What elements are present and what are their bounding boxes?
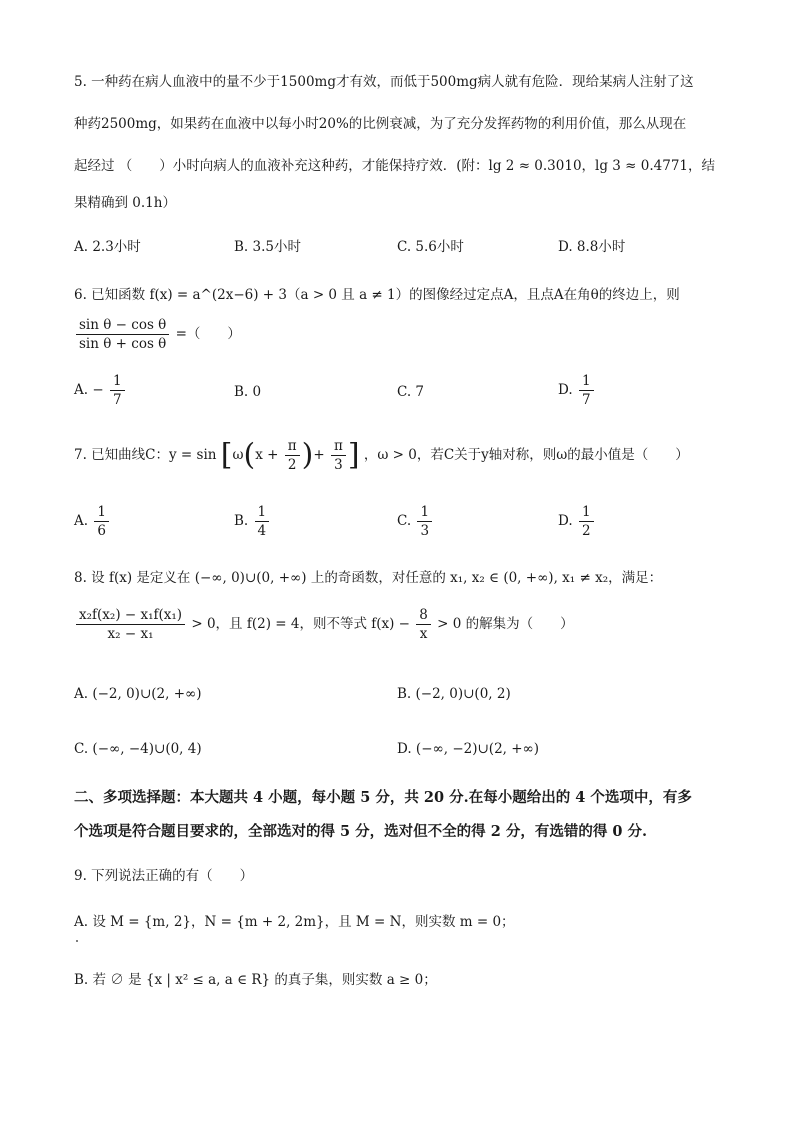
q7-omega: ω: [232, 447, 244, 463]
q7-pi-over-2: [285, 437, 300, 474]
q7-option-a-den: 6: [97, 523, 106, 539]
q5-line-2: 种药2500mg，如果药在血液中以每小时20%的比例衰减，为了充分发挥药物的利用价值，那么从现在: [74, 116, 687, 132]
q7-prefix: 7. 已知曲线C：y = sin: [74, 447, 217, 463]
q8-tail-text: > 0 的解集为（ ）: [437, 616, 574, 632]
q6-option-d-num: 1: [579, 372, 594, 391]
q6-option-a-label: A.: [74, 382, 89, 398]
q5-line-4: 果精确到 0.1h）: [74, 195, 176, 211]
q7-option-b-den: 4: [257, 523, 267, 539]
stray-dot: [76, 940, 78, 942]
q7-plus: +: [313, 447, 325, 463]
q8-condition-line: [74, 606, 574, 643]
q6-option-a-fraction: [110, 372, 125, 409]
q5-option-b: B. 3.5小时: [234, 239, 301, 255]
q8-fraction-2: [416, 606, 431, 643]
q7-option-b-num: 1: [255, 503, 270, 522]
q5-line-1: 5. 一种药在病人血液中的量不少于1500mg才有效，而低于500mg病人就有危险．现给某病人注射了这: [74, 74, 694, 90]
q7-option-c-num: 1: [417, 503, 432, 522]
q7-option-d-label: D.: [558, 513, 573, 529]
q8-fraction-2-den: x: [419, 626, 428, 642]
q8-option-d: D. (−∞, −2)∪(2, +∞): [397, 741, 540, 757]
q7-option-c-den: 3: [420, 523, 430, 539]
q6-fraction: [76, 316, 169, 353]
q8-stem: 8. 设 f(x) 是定义在 (−∞, 0)∪(0, +∞) 上的奇函数，对任意的 x₁, x₂ ∈ (0, +∞), x₁ ≠ x₂，满足：: [74, 570, 663, 586]
q6-option-d-label: D.: [558, 382, 573, 398]
q7-pi-den-1: 2: [287, 457, 297, 473]
q6-option-d-fraction: [579, 372, 594, 409]
section-2-heading-line-2: 个选项是符合题目要求的，全部选对的得 5 分，选对但不全的得 2 分，有选错的得 0 分.: [74, 823, 648, 840]
q7-option-a-num: 1: [94, 503, 109, 522]
q5-option-d: D. 8.8小时: [558, 239, 626, 255]
q6-option-a: [74, 372, 127, 409]
q9-stem: 9. 下列说法正确的有（ ）: [74, 868, 254, 884]
q7-pi-den-2: 3: [334, 457, 343, 473]
q6-fraction-numerator: sin θ − cos θ: [76, 316, 169, 335]
q7-option-a: [74, 503, 111, 540]
q6-option-a-num: 1: [110, 372, 125, 391]
section-2-heading-line-1: 二、多项选择题：本大题共 4 小题，每小题 5 分，共 20 分.在每小题给出的 4 个选项中，有多: [74, 789, 692, 806]
q8-fraction-numerator: x₂f(x₂) − x₁f(x₁): [76, 606, 185, 625]
q7-option-b-label: B.: [234, 513, 249, 529]
q6-option-b: B. 0: [234, 384, 262, 400]
q7-option-d-num: 1: [579, 503, 594, 522]
q6-option-a-sign: −: [92, 382, 104, 398]
q7-pi-over-3: [331, 437, 346, 474]
q7-option-d-den: 2: [581, 523, 591, 539]
q8-mid-text: > 0，且 f(2) = 4，则不等式 f(x) −: [191, 616, 410, 632]
q8-fraction-2-num: 8: [416, 606, 431, 625]
q6-option-d: [558, 372, 596, 409]
q6-option-c: C. 7: [397, 384, 425, 400]
q6-option-a-den: 7: [112, 392, 122, 408]
q8-option-b: B. (−2, 0)∪(0, 2): [397, 686, 511, 702]
q7-option-c: [397, 503, 434, 540]
q5-line-3: 起经过 （ ）小时向病人的血液补充这种药，才能保持疗效．(附：lg 2 ≈ 0.3010，lg 3 ≈ 0.4771，结: [74, 158, 715, 174]
q6-option-d-den: 7: [581, 392, 591, 408]
q7-option-b: [234, 503, 271, 540]
q9-option-a: A. 设 M = {m, 2}，N = {m + 2, 2m}，且 M = N，则实数 m = 0；: [74, 914, 515, 930]
q6-stem: 6. 已知函数 f(x) = a^(2x−6) + 3（a > 0 且 a ≠ 1）的图像经过定点A，且点A在角θ的终边上，则: [74, 287, 680, 303]
q6-fraction-tail: =（ ）: [175, 326, 241, 342]
q8-option-c: C. (−∞, −4)∪(0, 4): [74, 741, 202, 757]
q8-option-a: A. (−2, 0)∪(2, +∞): [74, 686, 202, 702]
q7-pi-num-2: π: [331, 437, 346, 456]
q7-inner-x: x +: [255, 447, 279, 463]
q8-fraction: [76, 606, 185, 643]
q7-suffix: ，ω > 0，若C关于y轴对称，则ω的最小值是（ ）: [363, 447, 689, 463]
q7-option-a-label: A.: [74, 513, 89, 529]
q7-stem: 7. 已知曲线C：y = sin [ω(x + $\frac{\pi}{2}$ )+ $\frac{\pi}{3}$ ] ，ω > 0，若C关于y轴对称，则ω的最小值是（ ）: [74, 437, 689, 473]
q5-option-a: A. 2.3小时: [74, 239, 141, 255]
q8-fraction-denominator: x₂ − x₁: [107, 626, 154, 642]
q5-option-c: C. 5.6小时: [397, 239, 464, 255]
q9-option-b: B. 若 ∅ 是 {x | x² ≤ a, a ∈ R} 的真子集，则实数 a ≥ 0；: [74, 972, 437, 988]
q7-pi-num-1: π: [285, 437, 300, 456]
q7-option-d: [558, 503, 596, 540]
q6-fraction-line: [74, 316, 241, 353]
q7-option-c-label: C.: [397, 513, 412, 529]
q6-fraction-denominator: sin θ + cos θ: [79, 336, 167, 352]
